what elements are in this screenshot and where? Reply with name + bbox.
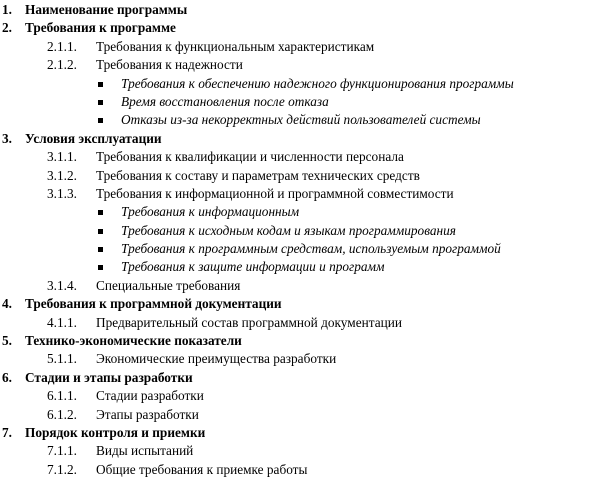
- toc-section: [0, 369, 612, 387]
- subsection-number: 6.1.2.: [47, 406, 77, 422]
- subsection-number: 3.1.1.: [47, 149, 77, 165]
- toc-section: [0, 295, 612, 313]
- section-title: Порядок контроля и приемки: [25, 424, 206, 440]
- toc-bullet-item: [0, 240, 612, 258]
- subsection-title: Требования к составу и параметрам технических средств: [96, 167, 420, 183]
- subsection-number: 6.1.1.: [47, 388, 77, 404]
- toc-bullet-item: [0, 258, 612, 276]
- toc-bullet-item: [0, 111, 612, 129]
- bullet-item-text: Требования к информационным: [121, 204, 300, 220]
- toc-subsection: [0, 442, 612, 460]
- subsection-number: 2.1.1.: [47, 38, 77, 54]
- subsection-title: Виды испытаний: [96, 443, 194, 459]
- subsection-title: Специальные требования: [96, 277, 241, 293]
- toc-subsection: [0, 277, 612, 295]
- section-number: 6.: [2, 369, 12, 385]
- bullet-item-text: Отказы из-за некорректных действий пользователей системы: [121, 112, 481, 128]
- square-bullet-icon: [98, 247, 103, 252]
- square-bullet-icon: [98, 265, 103, 270]
- toc-subsection: [0, 406, 612, 424]
- section-number: 3.: [2, 130, 12, 146]
- toc-subsection: [0, 167, 612, 185]
- subsection-number: 2.1.2.: [47, 57, 77, 73]
- subsection-title: Требования к функциональным характеристикам: [96, 38, 375, 54]
- toc-section: [0, 332, 612, 350]
- subsection-number: 3.1.3.: [47, 185, 77, 201]
- bullet-item-text: Требования к программным средствам, используемым программой: [121, 241, 501, 257]
- section-title: Требования к программе: [25, 20, 176, 36]
- square-bullet-icon: [98, 210, 103, 215]
- toc-bullet-item: [0, 222, 612, 240]
- subsection-title: Этапы разработки: [96, 406, 199, 422]
- toc-section: [0, 424, 612, 442]
- toc-bullet-item: [0, 75, 612, 93]
- section-number: 5.: [2, 333, 12, 349]
- toc-subsection: [0, 387, 612, 405]
- toc-subsection: [0, 185, 612, 203]
- toc-bullet-item: [0, 93, 612, 111]
- square-bullet-icon: [98, 100, 103, 105]
- toc-subsection: [0, 148, 612, 166]
- section-title: Условия эксплуатации: [25, 130, 162, 146]
- subsection-title: Требования к надежности: [96, 57, 243, 73]
- toc-section: [0, 130, 612, 148]
- subsection-title: Предварительный состав программной документации: [96, 314, 402, 330]
- bullet-item-text: Требования к защите информации и программ: [121, 259, 385, 275]
- section-title: Стадии и этапы разработки: [25, 369, 193, 385]
- section-number: 4.: [2, 296, 12, 312]
- subsection-number: 3.1.4.: [47, 277, 77, 293]
- toc-subsection: [0, 38, 612, 56]
- toc-subsection: [0, 461, 612, 479]
- subsection-number: 7.1.1.: [47, 443, 77, 459]
- toc-subsection: [0, 56, 612, 74]
- toc-subsection: [0, 350, 612, 368]
- subsection-number: 3.1.2.: [47, 167, 77, 183]
- subsection-title: Экономические преимущества разработки: [96, 351, 337, 367]
- subsection-title: Требования к информационной и программной совместимости: [96, 185, 454, 201]
- toc-section: [0, 19, 612, 37]
- bullet-item-text: Требования к обеспечению надежного функционирования программы: [121, 75, 514, 91]
- bullet-item-text: Время восстановления после отказа: [121, 93, 329, 109]
- section-title: Требования к программной документации: [25, 296, 282, 312]
- toc-subsection: [0, 314, 612, 332]
- toc-bullet-item: [0, 203, 612, 221]
- section-number: 7.: [2, 424, 12, 440]
- section-title: Наименование программы: [25, 2, 188, 17]
- section-number: 1.: [2, 2, 12, 17]
- square-bullet-icon: [98, 82, 103, 87]
- table-of-contents: [0, 1, 612, 479]
- toc-section: [0, 1, 612, 19]
- bullet-item-text: Требования к исходным кодам и языкам программирования: [121, 222, 456, 238]
- subsection-title: Стадии разработки: [96, 388, 204, 404]
- subsection-number: 5.1.1.: [47, 351, 77, 367]
- section-number: 2.: [2, 20, 12, 36]
- square-bullet-icon: [98, 229, 103, 234]
- subsection-number: 4.1.1.: [47, 314, 77, 330]
- section-title: Технико-экономические показатели: [25, 333, 242, 349]
- subsection-title: Требования к квалификации и численности персонала: [96, 149, 404, 165]
- subsection-number: 7.1.2.: [47, 461, 77, 477]
- subsection-title: Общие требования к приемке работы: [96, 461, 308, 477]
- square-bullet-icon: [98, 118, 103, 123]
